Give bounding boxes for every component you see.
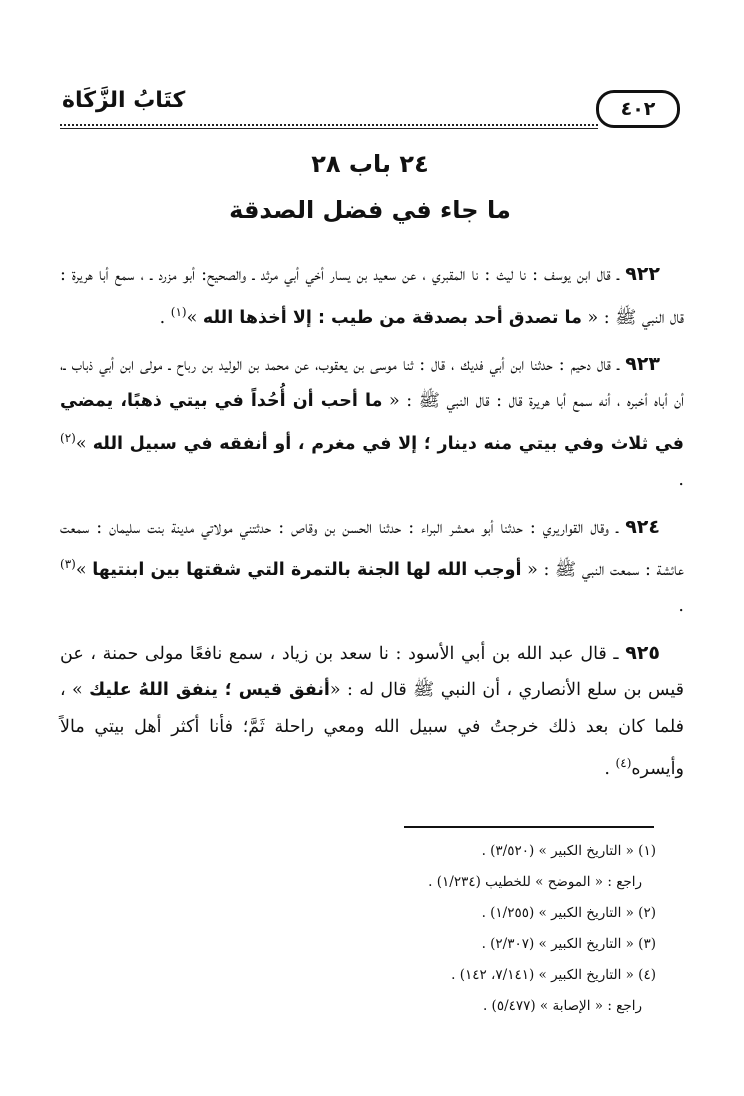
hadith-number: ٩٢٤: [625, 515, 660, 538]
hadith-isnad: قال ابن يوسف : نا ليث : نا المقبري ، عن سعيد بن يسار أخي أبي مرثد ـ والصحيح: أبو مزرد ـ ، سمع أبا هريرة : قال النبي ﷺ : «: [60, 265, 684, 328]
footnote-2: (٢) « التاريخ الكبير » (١/٢٥٥) .: [481, 905, 656, 921]
footnote-ref: (٢): [60, 430, 76, 445]
hadith-matn: ما تصدق أحد بصدقة من طيب : إلا أخذها الله: [202, 307, 582, 328]
hadith-end: .: [678, 470, 684, 491]
hadith-close: » ، فلما كان بعد ذلك خرجتُ في سبيل الله ومعي راحلة ثَمَّ؛ فأنا أكثر أهل بيتي مالاً وأيسره: [60, 680, 684, 780]
hadith-923: [60, 346, 684, 499]
hadith-number: ٩٢٥: [625, 641, 660, 664]
header-divider-line: [60, 128, 598, 129]
hadith-922: [60, 256, 684, 336]
hadith-924: [60, 509, 684, 625]
hadith-number: ٩٢٣: [625, 352, 660, 375]
chapter-heading: ما جاء في فضل الصدقة: [229, 196, 511, 224]
hadith-separator: ـ: [609, 517, 626, 538]
body-text: [60, 256, 684, 798]
running-title: كتَابُ الزَّكَاة: [62, 88, 186, 113]
hadith-isnad: وقال القواريري : حدثنا أبو معشر البراء : حدثنا الحسن بن وقاص : حدثتني مولاتي مدينة بنت سليمان : سمعت عائشة : سمعت النبي ﷺ : «: [60, 517, 684, 580]
hadith-end: .: [604, 759, 616, 780]
footnote-1-see-also: راجع : « الموضح » للخطيب (١/٢٣٤) .: [428, 874, 642, 890]
footnote-3: (٣) « التاريخ الكبير » (٢/٣٠٧) .: [481, 936, 656, 952]
hadith-number: ٩٢٢: [625, 263, 660, 285]
hadith-matn: أوجب الله لها الجنة بالتمرة التي شقتها بين ابنتيها: [92, 559, 522, 580]
hadith-close: »: [75, 433, 93, 454]
hadith-matn: ما أحب أن أُحُداً في بيتي ذهبًا، يمضي في ثلاث وفي بيتي منه دينار ؛ إلا في مغرم ، أو أنفقه في سبيل الله: [60, 391, 684, 454]
hadith-close: »: [186, 307, 203, 328]
header-divider-dotted: [60, 124, 598, 126]
hadith-isnad: قال عبد الله بن أبي الأسود : نا سعد بن زياد ، سمع نافعًا مولى حمنة ، عن قيس بن سلع الأنصاري ، أن النبي ﷺ قال له : «: [60, 643, 684, 701]
chapter-number: ٢٤ باب ٢٨: [311, 150, 429, 178]
hadith-separator: ـ: [610, 265, 626, 285]
footnote-4: (٤) « التاريخ الكبير » (٧/١٤١، ١٤٢) .: [451, 967, 656, 983]
footnote-4-see-also: راجع : « الإصابة » (٥/٤٧٧) .: [482, 998, 642, 1014]
hadith-925: [60, 635, 684, 788]
hadith-isnad: قال دحيم : حدثنا ابن أبي فديك ، قال : ثنا موسى بن يعقوب، عن محمد بن الوليد بن رباح ـ مولى ابن أبي ذباب ـ، أن أباه أخبره ، أنه سمع أبا هريرة قال : قال النبي ﷺ : «: [60, 354, 684, 412]
footnote-1: (١) « التاريخ الكبير » (٣/٥٢٠) .: [481, 843, 656, 859]
hadith-separator: ـ: [606, 643, 626, 664]
hadith-matn: أنفق قيس ؛ ينفق اللهُ عليك: [89, 680, 330, 701]
page-number: ٤٠٢: [596, 90, 680, 128]
footnote-ref: (٣): [60, 557, 76, 572]
running-header: [60, 84, 680, 130]
hadith-separator: ـ: [610, 354, 626, 375]
footnotes: [60, 836, 656, 1022]
footnote-divider: [404, 826, 654, 828]
hadith-end: .: [678, 596, 684, 617]
hadith-end: .: [159, 307, 171, 328]
footnote-ref: (١): [170, 304, 187, 319]
footnote-ref: (٤): [615, 756, 632, 771]
hadith-close: »: [75, 559, 93, 580]
